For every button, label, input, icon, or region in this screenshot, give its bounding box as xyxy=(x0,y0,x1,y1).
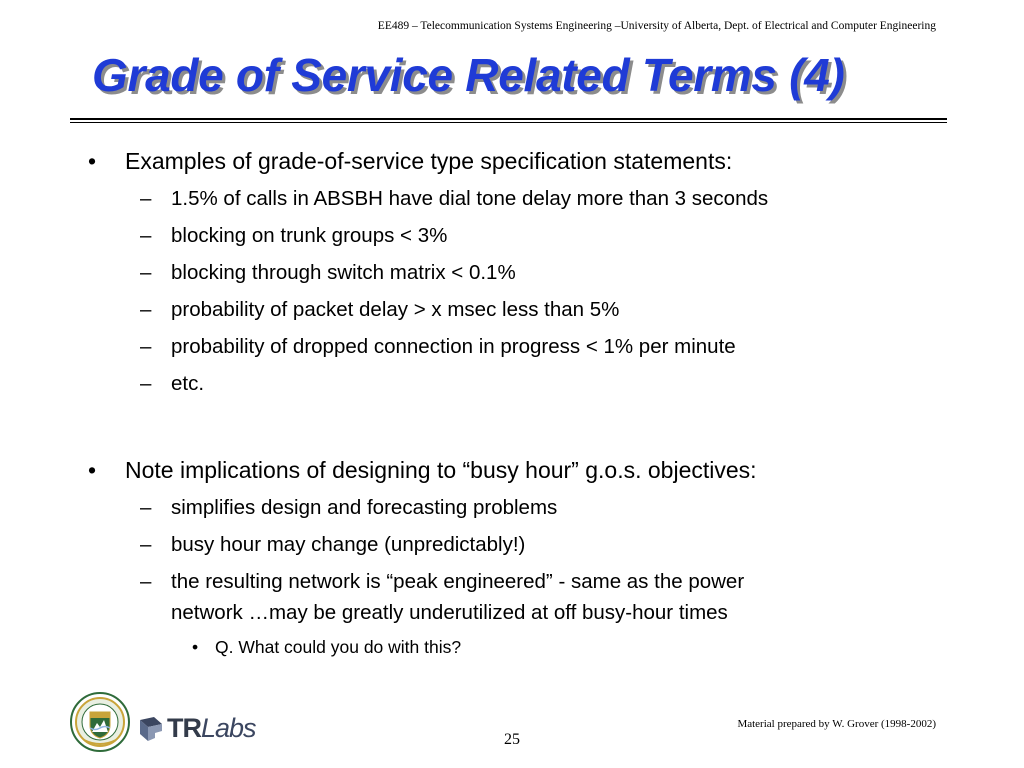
bullet-text: Note implications of designing to “busy hour” g.o.s. objectives: xyxy=(125,457,757,483)
sub-bullet-text: the resulting network is “peak engineered” - same as the power xyxy=(171,570,745,593)
trlabs-wordmark-italic: Labs xyxy=(201,713,256,743)
dash-glyph: – xyxy=(140,261,152,284)
sub-bullet-text: probability of dropped connection in progress < 1% per minute xyxy=(171,335,736,358)
sub-bullet-text: etc. xyxy=(171,372,205,395)
title-rule-thin xyxy=(70,122,947,123)
bullet-glyph: • xyxy=(88,457,97,483)
trlabs-wordmark-bold: TR xyxy=(167,713,201,743)
dash-glyph: – xyxy=(140,298,152,321)
title-rule-thick xyxy=(70,118,947,120)
footer-credit: Material prepared by W. Grover (1998-2002) xyxy=(737,718,936,730)
header-course-line: EE489 – Telecommunication Systems Engineering –University of Alberta, Dept. of Electrical and Computer Engineering xyxy=(377,20,936,32)
sub-bullet-text: busy hour may change (unpredictably!) xyxy=(171,533,526,556)
dash-glyph: – xyxy=(140,187,152,210)
slide-title: Grade of Service Related Terms (4) xyxy=(92,49,845,101)
dash-glyph: – xyxy=(140,533,152,556)
sub-bullet-text: simplifies design and forecasting problems xyxy=(171,496,558,519)
dash-glyph: – xyxy=(140,335,152,358)
sub-sub-bullet-text: Q. What could you do with this? xyxy=(215,637,462,657)
sub-bullet-text: blocking on trunk groups < 3% xyxy=(171,224,448,247)
dash-glyph: – xyxy=(140,570,152,593)
bullet-glyph: • xyxy=(88,148,97,174)
sub-bullet-text: blocking through switch matrix < 0.1% xyxy=(171,261,516,284)
dash-glyph: – xyxy=(140,224,152,247)
sub-bullet-text: probability of packet delay > x msec less than 5% xyxy=(171,298,620,321)
dash-glyph: – xyxy=(140,496,152,519)
bullet-text: Examples of grade-of-service type specification statements: xyxy=(125,148,733,174)
dash-glyph: – xyxy=(140,372,152,395)
sub-bullet-text: network …may be greatly underutilized at off busy-hour times xyxy=(171,601,728,624)
bullet-glyph: • xyxy=(192,637,199,657)
sub-bullet-text: 1.5% of calls in ABSBH have dial tone delay more than 3 seconds xyxy=(171,187,769,210)
page-number: 25 xyxy=(504,731,520,748)
